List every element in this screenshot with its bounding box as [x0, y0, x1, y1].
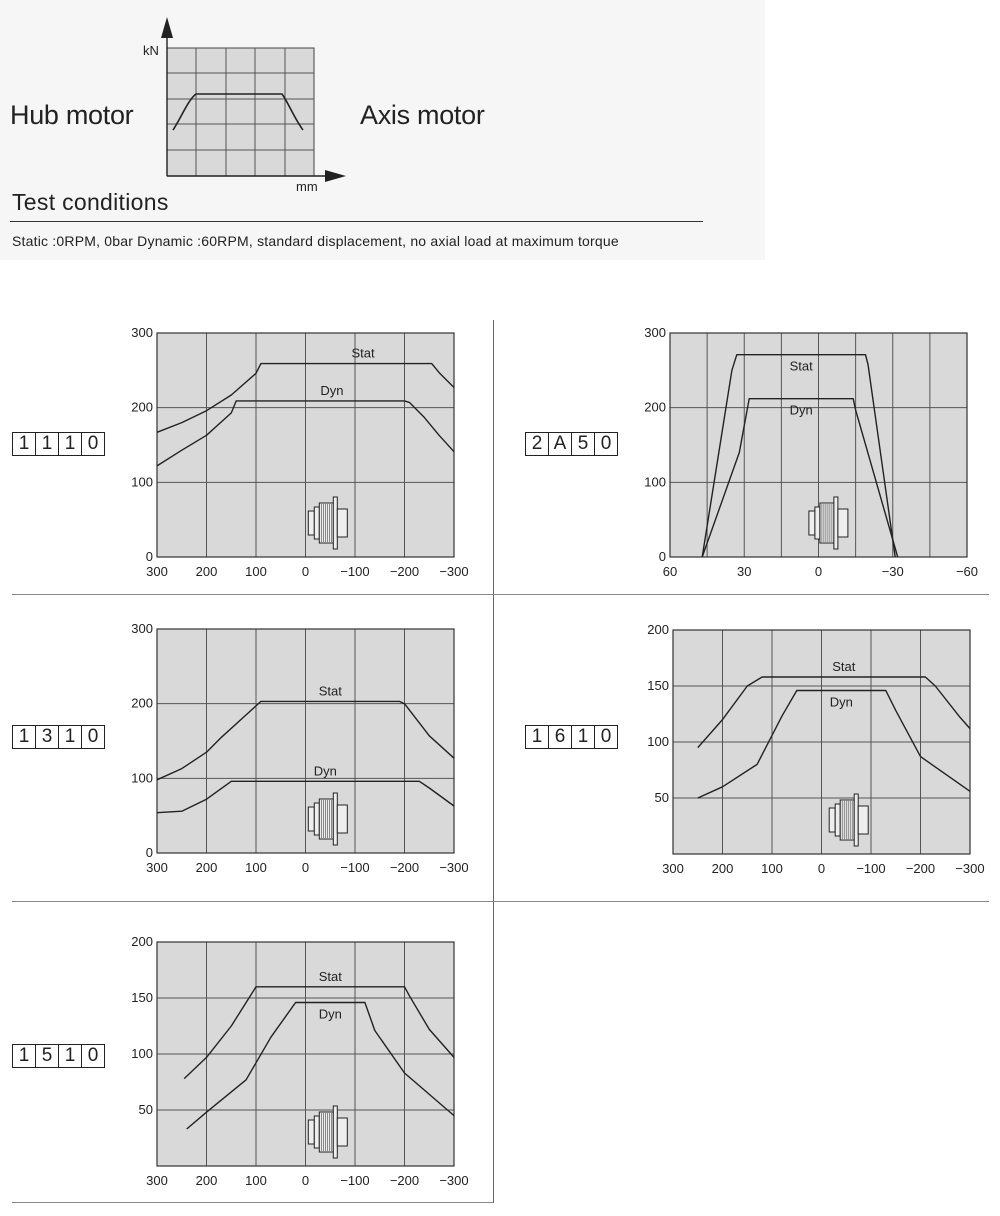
axis-motor-label: Axis motor — [360, 100, 485, 130]
x-tick-label: 0 — [301, 860, 310, 875]
y-tick-label: 300 — [131, 621, 153, 636]
y-tick-label: 50 — [138, 1102, 153, 1117]
model-code-digit: 0 — [87, 433, 99, 454]
series-label-dyn: Dyn — [829, 694, 853, 710]
model-code-digit: 1 — [13, 433, 36, 455]
x-tick-label: −300 — [439, 1173, 469, 1188]
model-code-digit: 0 — [600, 433, 612, 454]
x-tick-label: 100 — [245, 564, 267, 579]
chart-1110 — [117, 293, 494, 597]
series-label-dyn: Dyn — [320, 382, 344, 398]
model-code-box — [525, 725, 618, 749]
model-code-digit: 1 — [13, 726, 36, 748]
chart-1510 — [117, 902, 494, 1206]
x-tick-label: −60 — [955, 564, 979, 579]
x-tick-label: 0 — [814, 564, 823, 579]
x-tick-label: −300 — [439, 564, 469, 579]
series-label-stat: Stat — [318, 968, 342, 984]
legend-y-arrow — [161, 17, 173, 38]
model-code-digit: 0 — [87, 726, 99, 747]
x-tick-label: 100 — [245, 860, 267, 875]
y-tick-label: 300 — [131, 325, 153, 340]
x-tick-label: −30 — [881, 564, 904, 579]
x-tick-label: −300 — [955, 861, 985, 876]
y-tick-label: 0 — [658, 549, 666, 564]
model-code-digit: 1 — [59, 1045, 82, 1067]
y-tick-label: 300 — [644, 325, 666, 340]
y-tick-label: 100 — [131, 1046, 153, 1061]
x-tick-label: 200 — [195, 1173, 218, 1188]
test-conditions-rule — [10, 221, 703, 222]
model-code-digit: 3 — [36, 726, 59, 748]
x-tick-label: −100 — [856, 861, 886, 876]
x-tick-label: −200 — [389, 860, 420, 875]
y-tick-label: 50 — [654, 790, 669, 805]
x-tick-label: 200 — [195, 860, 218, 875]
x-tick-label: 300 — [146, 860, 168, 875]
y-tick-label: 200 — [131, 934, 153, 949]
y-tick-label: 150 — [647, 678, 669, 693]
model-code-box — [12, 432, 105, 456]
x-tick-label: −100 — [340, 1173, 370, 1188]
x-tick-label: 200 — [711, 861, 734, 876]
legend-diagram — [130, 12, 360, 197]
y-tick-label: 100 — [131, 770, 153, 786]
model-code-digit: 2 — [526, 433, 549, 455]
model-code-digit: 1 — [59, 433, 82, 455]
model-code-digit: 1 — [36, 433, 59, 455]
series-label-stat: Stat — [318, 683, 342, 699]
chart-2A50 — [630, 293, 1000, 597]
y-tick-label: 0 — [145, 549, 153, 564]
model-code-digit: A — [549, 433, 572, 455]
series-label-stat: Stat — [789, 358, 813, 374]
test-conditions-description: Static :0RPM, 0bar Dynamic :60RPM, standard displacement, no axial load at maximum torque — [12, 233, 619, 249]
hub-motor-label: Hub motor — [10, 100, 134, 130]
x-tick-label: 200 — [195, 564, 218, 579]
y-tick-label: 100 — [644, 474, 666, 490]
model-code-box — [12, 725, 105, 749]
chart-1310 — [117, 589, 494, 893]
chart-1610 — [633, 590, 1000, 894]
y-tick-label: 100 — [131, 474, 153, 490]
x-tick-label: −200 — [389, 1173, 420, 1188]
x-tick-label: 300 — [662, 861, 684, 876]
model-code-digit: 6 — [549, 726, 572, 748]
y-tick-label: 200 — [131, 399, 153, 415]
x-tick-label: 100 — [245, 1173, 267, 1188]
y-tick-label: 0 — [145, 845, 153, 860]
model-code-box — [12, 1044, 105, 1068]
model-code-digit: 1 — [572, 726, 595, 748]
model-code-digit: 1 — [59, 726, 82, 748]
series-label-stat: Stat — [351, 345, 375, 361]
model-code-digit: 1 — [13, 1045, 36, 1067]
y-tick-label: 100 — [647, 734, 669, 749]
x-tick-label: −100 — [340, 860, 370, 875]
x-tick-label: −300 — [439, 860, 469, 875]
x-tick-label: −200 — [905, 861, 936, 876]
model-code-digit: 0 — [600, 726, 612, 747]
series-label-dyn: Dyn — [789, 402, 813, 418]
x-tick-label: 0 — [817, 861, 826, 876]
model-code-digit: 0 — [87, 1045, 99, 1066]
x-tick-label: −200 — [389, 564, 420, 579]
model-code-box — [525, 432, 618, 456]
series-label-dyn: Dyn — [313, 763, 337, 779]
x-tick-label: −100 — [340, 564, 370, 579]
series-label-dyn: Dyn — [318, 1006, 342, 1022]
y-tick-label: 200 — [131, 695, 153, 711]
x-tick-label: 30 — [737, 564, 752, 579]
legend-x-unit: mm — [296, 179, 318, 194]
x-tick-label: 60 — [662, 564, 678, 579]
test-conditions-title: Test conditions — [12, 189, 169, 215]
model-code-digit: 1 — [526, 726, 549, 748]
x-tick-label: 100 — [761, 861, 783, 876]
x-tick-label: 300 — [146, 564, 168, 579]
model-code-digit: 5 — [36, 1045, 59, 1067]
legend-y-unit: kN — [143, 43, 159, 58]
series-label-stat: Stat — [832, 659, 856, 675]
x-tick-label: 0 — [301, 1173, 310, 1188]
x-tick-label: 300 — [146, 1173, 168, 1188]
legend-x-arrow — [325, 170, 346, 182]
y-tick-label: 150 — [131, 990, 153, 1005]
y-tick-label: 200 — [644, 399, 666, 415]
model-code-digit: 5 — [572, 433, 595, 455]
y-tick-label: 200 — [647, 622, 669, 637]
x-tick-label: 0 — [301, 564, 310, 579]
